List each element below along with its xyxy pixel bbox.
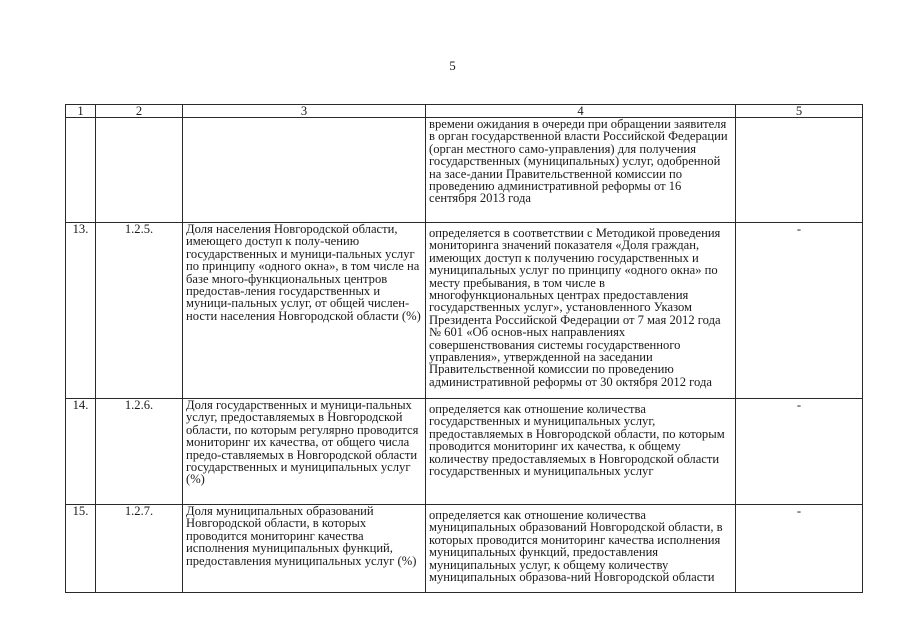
note-cell: - <box>736 399 863 505</box>
calculation-method-cell: определяется в соответствии с Методикой проведения мониторинга значений показателя «Доля граждан, имеющих доступ к получению государственных и муниципальных услуг по принципу «одного окна» по месту пребывания, в том числе в многофункциональных центрах предоставления государственных услуг», установленного Указом Президента Российской Федерации от 7 мая 2012 года № 601 «Об основ-ных направлениях совершенствования системы государственного управления», утвержденной на заседании Правительственной комиссии по проведению административной реформы от 30 октября 2012 года <box>426 223 736 399</box>
indicator-name-cell: Доля муниципальных образований Новгородской области, в которых проводится мониторинг качества исполнения муниципальных функций, предоставления муниципальных услуг (%) <box>183 505 426 593</box>
table-row <box>66 399 863 505</box>
indicator-code-cell <box>96 118 183 223</box>
column-header-1: 1 <box>66 105 96 118</box>
indicator-name-cell: Доля государственных и муници-пальных услуг, предоставляемых в Новгородской области, по которым регулярно проводится мониторинг их качества, от общего числа предо-ставляемых в Новгородской области государственных и муниципальных услуг (%) <box>183 399 426 505</box>
indicator-code-cell: 1.2.5. <box>96 223 183 399</box>
indicator-name-cell: Доля населения Новгородской области, имеющего доступ к полу-чению государственных и муници-пальных услуг по принципу «одного окна», в том числе на базе много-функциональных центров предостав-ления государственных и муници-пальных услуг, от общей числен-ности населения Новгородской области (%) <box>183 223 426 399</box>
table-header-row <box>66 105 863 118</box>
note-cell: - <box>736 505 863 593</box>
table-row <box>66 118 863 223</box>
column-header-4: 4 <box>426 105 736 118</box>
row-number-cell: 14. <box>66 399 96 505</box>
column-header-2: 2 <box>96 105 183 118</box>
indicator-code-cell: 1.2.7. <box>96 505 183 593</box>
column-header-5: 5 <box>736 105 863 118</box>
note-cell: - <box>736 223 863 399</box>
table-row <box>66 505 863 593</box>
calculation-method-cell: времени ожидания в очереди при обращении заявителя в орган государственной власти Российской Федерации (орган местного само-управления) для получения государственных (муниципальных) услуг, одобренной на засе-дании Правительственной комиссии по проведению административной реформы от 16 сентября 2013 года <box>426 118 736 223</box>
indicator-name-cell <box>183 118 426 223</box>
row-number-cell: 13. <box>66 223 96 399</box>
calculation-method-cell: определяется как отношение количества муниципальных образований Новгородской области, в которых проводится мониторинг качества исполнения муниципальных функций, предоставления муниципальных услуг, к общему количеству муниципальных образова-ний Новгородской области <box>426 505 736 593</box>
table-row <box>66 223 863 399</box>
indicators-table <box>65 104 863 593</box>
note-cell <box>736 118 863 223</box>
indicator-code-cell: 1.2.6. <box>96 399 183 505</box>
row-number-cell: 15. <box>66 505 96 593</box>
column-header-3: 3 <box>183 105 426 118</box>
calculation-method-cell: определяется как отношение количества государственных и муниципальных услуг, предоставляемых в Новгородской области, по которым проводится мониторинг их качества, к общему количеству предоставляемых в Новгородской области государственных и муниципальных услуг <box>426 399 736 505</box>
row-number-cell <box>66 118 96 223</box>
page-number: 5 <box>449 58 456 73</box>
